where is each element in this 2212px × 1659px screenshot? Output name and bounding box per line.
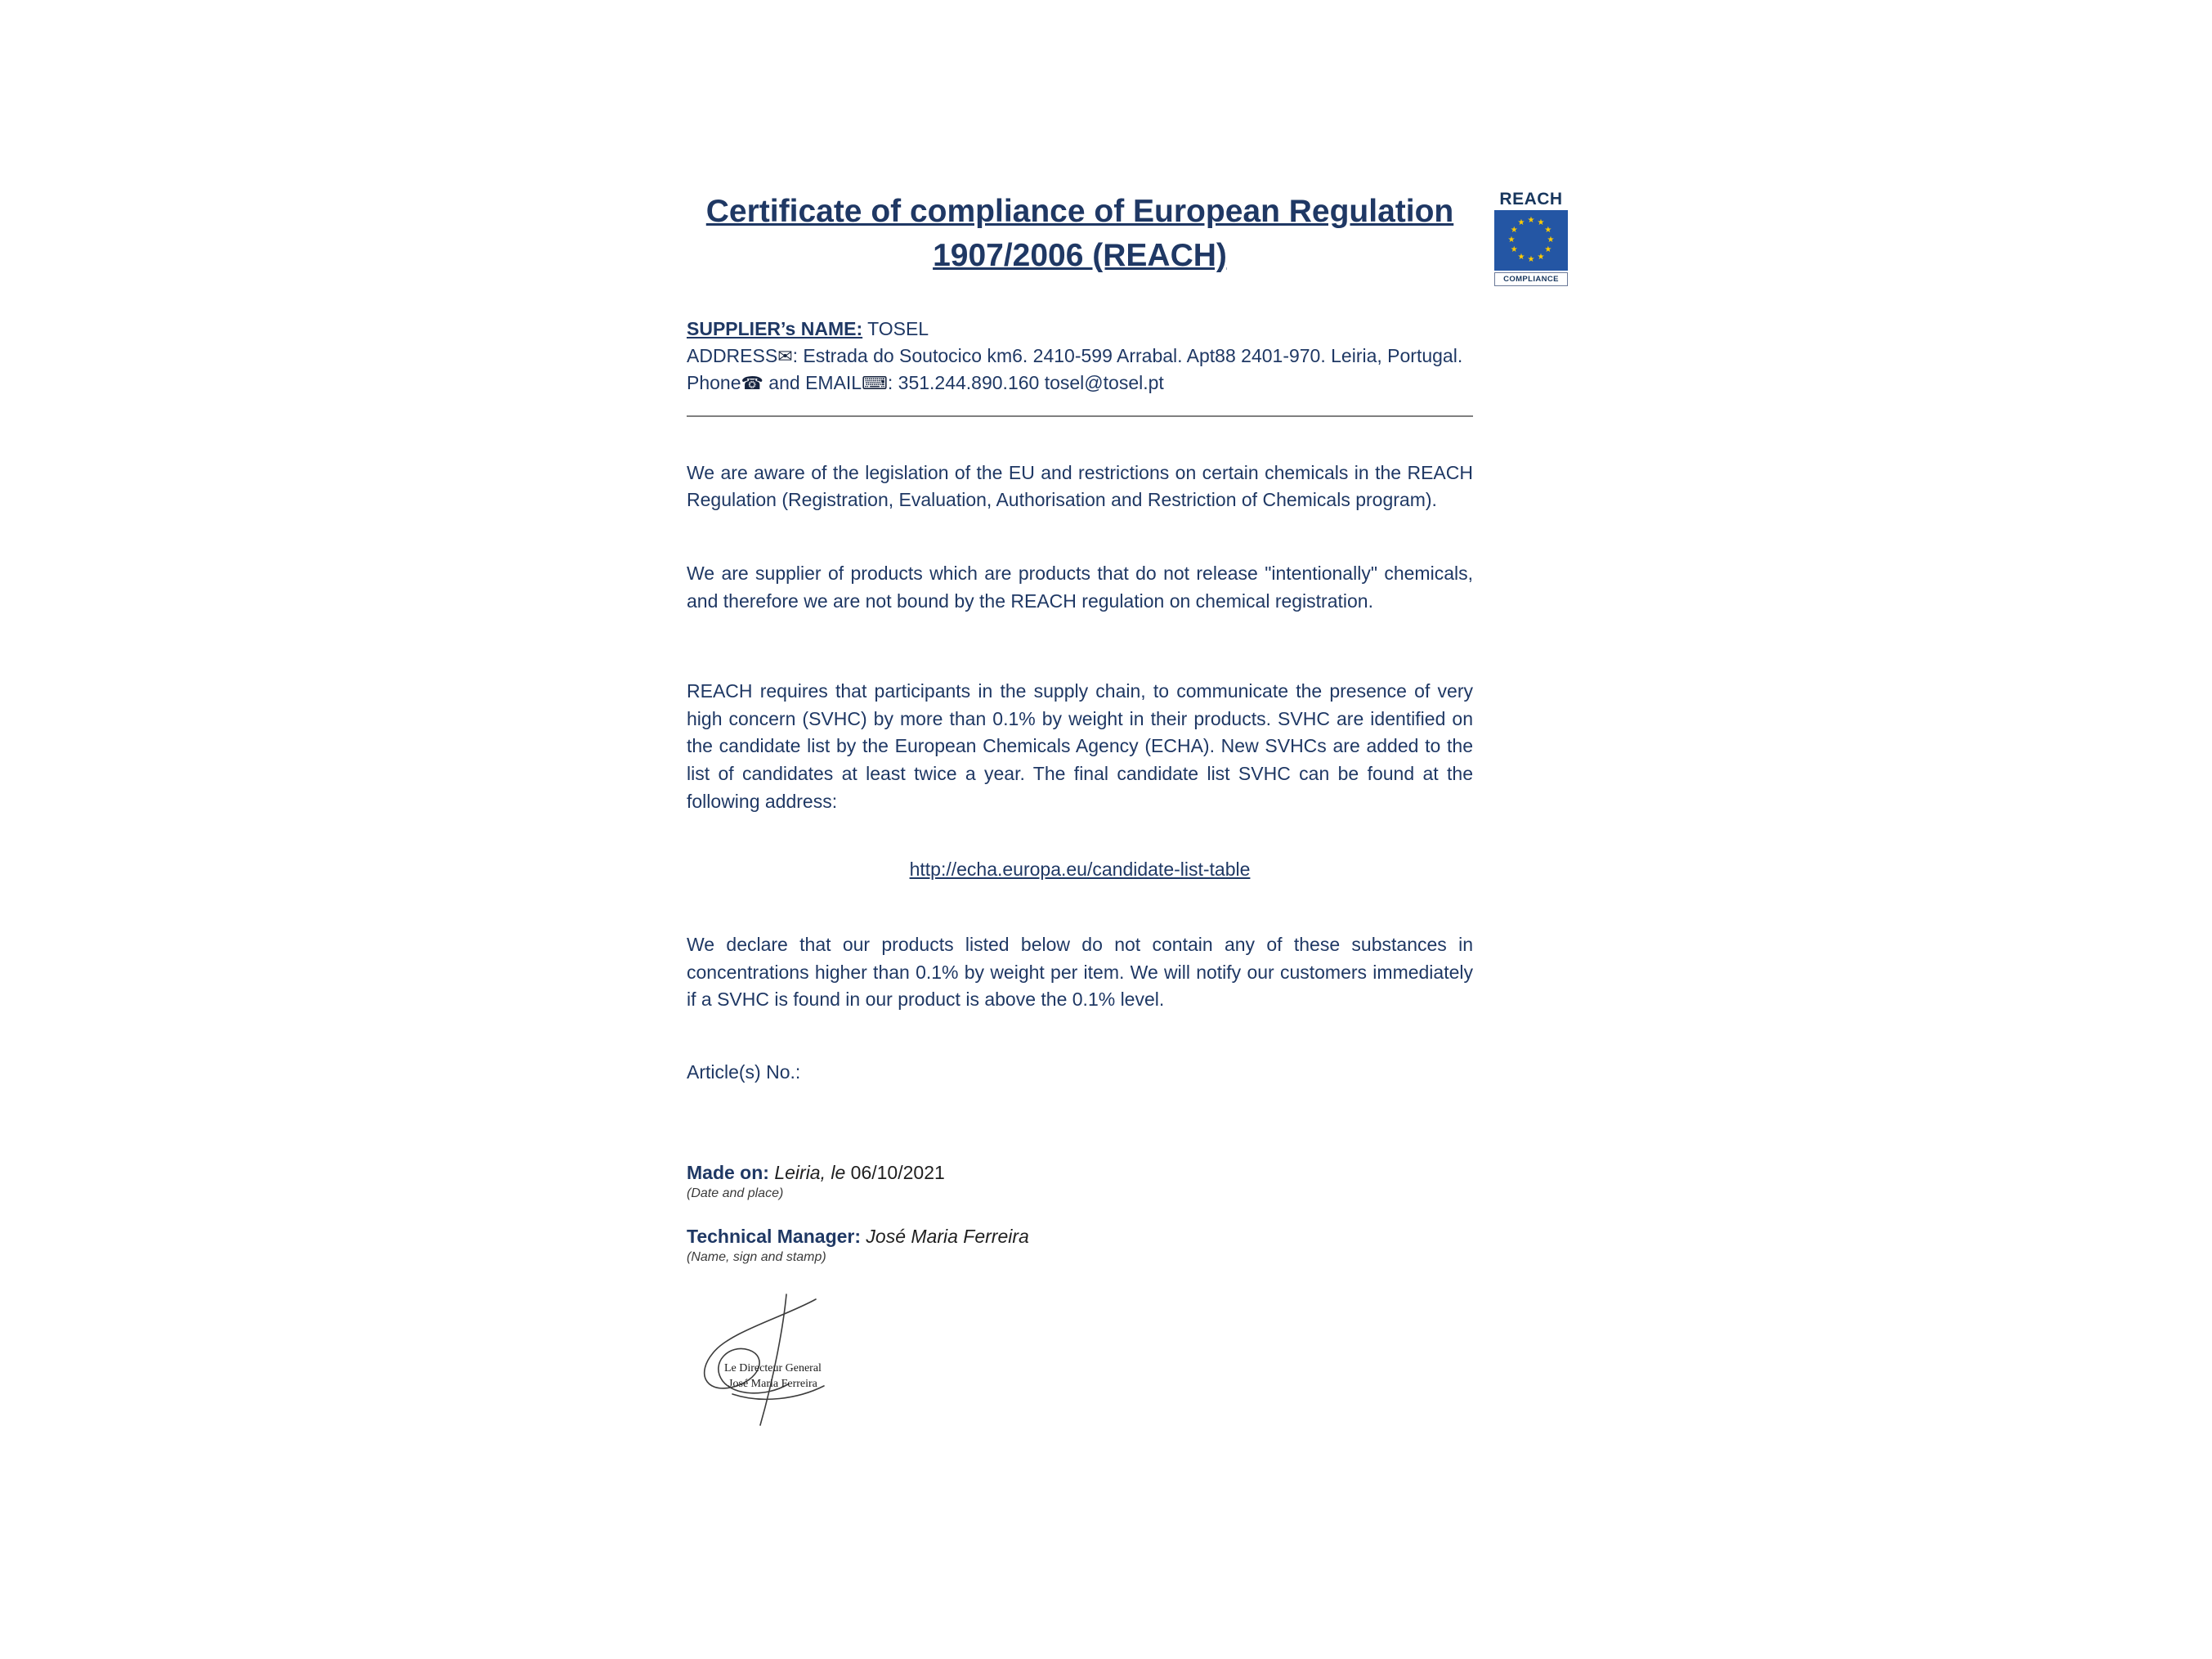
svg-text:★: ★ (1537, 252, 1545, 262)
signature-text (724, 1361, 822, 1392)
phone-label: Phone (687, 372, 741, 394)
reach-logo-title: REACH (1499, 190, 1563, 208)
supplier-name-label: SUPPLIER’s NAME: (687, 317, 863, 339)
made-on-line (687, 1162, 1473, 1184)
svg-text:★: ★ (1527, 216, 1535, 226)
article-number-label: Article(s) No.: (687, 1061, 801, 1083)
made-on-date: 06/10/2021 (850, 1162, 945, 1184)
horizontal-divider (687, 415, 1473, 417)
svg-text:★: ★ (1517, 218, 1525, 228)
certificate-document (687, 190, 1473, 1440)
paragraph-declaration: We declare that our products listed below do not contain any of these substances in concentrations higher than 0.1% by weight per item. We will notify our customers immediately if a SVHC is found in our product is above the 0.1% level. (687, 933, 1473, 1011)
paragraph-svhc-requirements: REACH requires that participants in the supply chain, to communicate the presence of very high concern (SVHC) by more than 0.1% by weight in their products. SVHC are identified on the candidate list by the European Chemicals Agency (ECHA). New SVHCs are added to the list of candidates at least twice a year. The final candidate list SVHC can be found at the following address: (687, 679, 1473, 813)
made-on-place: Leiria, le (768, 1162, 851, 1184)
technical-manager-name: José Maria Ferreira (861, 1226, 1029, 1248)
reach-compliance-logo (1494, 190, 1568, 286)
envelope-icon: ✉ (777, 345, 793, 366)
svg-text:★: ★ (1507, 235, 1516, 245)
address-label: ADDRESS (687, 344, 778, 366)
eu-stars-icon (1494, 210, 1568, 271)
supplier-name-line (687, 316, 1473, 343)
svg-text:★: ★ (1537, 218, 1545, 228)
document-title (687, 190, 1473, 278)
candidate-list-link[interactable]: http://echa.europa.eu/candidate-list-table (909, 858, 1251, 880)
paragraph-supplier-statement: We are supplier of products which are products that do not release "intentionally" chemicals, and therefore we are not bound by the REACH regulation on chemical registration. (687, 563, 1473, 612)
svg-text:★: ★ (1544, 245, 1552, 255)
date-place-caption: (Date and place) (687, 1186, 784, 1201)
svg-text:★: ★ (1527, 255, 1535, 265)
title-line-2: 1907/2006 (REACH) (933, 237, 1227, 273)
phone-icon: ☎ (741, 373, 763, 394)
paragraph-awareness: We are aware of the legislation of the EU and restrictions on certain chemicals in the REACH Regulation (Registration, Evaluation, Authorisation and Restriction of Chemicals program). (687, 461, 1473, 511)
email-label: and EMAIL (763, 372, 862, 394)
signature-name-line: José Maria Ferreira (728, 1378, 817, 1391)
candidate-list-link-line (687, 859, 1473, 881)
supplier-block (687, 316, 1473, 397)
svg-text:★: ★ (1517, 252, 1525, 262)
compliance-logo-label: COMPLIANCE (1494, 272, 1568, 286)
supplier-name-value: TOSEL (862, 317, 929, 339)
supplier-address-line (687, 343, 1473, 370)
technical-manager-line (687, 1226, 1473, 1248)
sign-stamp-caption: (Name, sign and stamp) (687, 1250, 826, 1265)
title-line-1: Certificate of compliance of European Regulation (705, 194, 1454, 229)
svg-text:★: ★ (1547, 235, 1555, 245)
signature-title-line: Le Directeur General (724, 1362, 822, 1375)
made-on-label: Made on: (687, 1162, 769, 1184)
signature-area (687, 1293, 916, 1440)
supplier-contact-line (687, 370, 1473, 397)
contact-value: : 351.244.890.160 tosel@tosel.pt (887, 372, 1164, 394)
address-value: : Estrada do Soutocico km6. 2410-599 Arrabal. Apt88 2401-970. Leiria, Portugal. (792, 344, 1463, 366)
computer-icon: ⌨ (862, 373, 888, 394)
svg-text:★: ★ (1510, 226, 1518, 235)
svg-text:★: ★ (1510, 245, 1518, 255)
technical-manager-label: Technical Manager: (687, 1226, 862, 1248)
svg-text:★: ★ (1544, 226, 1552, 235)
